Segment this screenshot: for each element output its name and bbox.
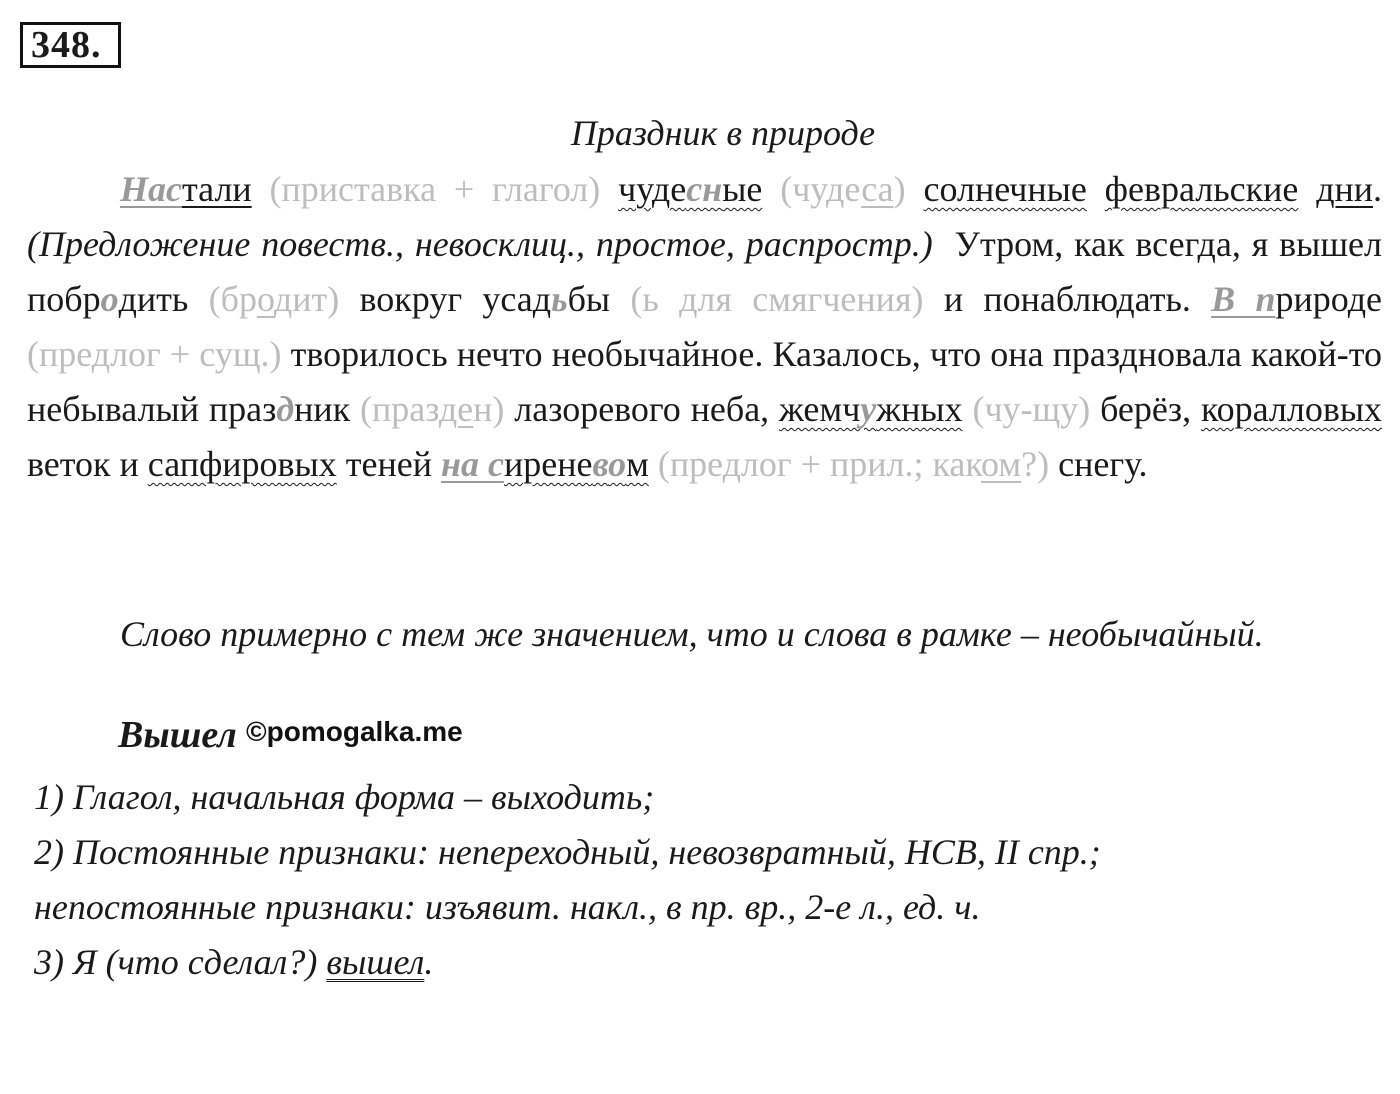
word-zhemchuzhnyh: [779, 389, 963, 429]
word-sirenevom: [504, 444, 649, 484]
word-korallovyh: коралловых: [1200, 389, 1383, 429]
word-chudesnye: [618, 169, 762, 209]
word-part: ые: [722, 169, 763, 209]
hint-chu-shchu: (чу-щу): [972, 389, 1091, 429]
text-fragment: творилось нечто необычайное. Казалось, что она праздновала какой-то небывалый праз: [27, 334, 1383, 429]
hint-predlog-pril: [658, 444, 1049, 484]
letter-u: у: [860, 389, 877, 429]
analysis-line-2: 2) Постоянные признаки: непереходный, невозвратный, НСВ, II спр.;: [34, 832, 1101, 872]
analysis-line-4-end: .: [424, 942, 434, 982]
hint-part: (предлог + прил.; как: [657, 444, 982, 484]
text-fragment: теней: [345, 444, 432, 484]
letters-sn: сн: [686, 169, 723, 209]
hint-predlog-sushch: (предлог + сущ.): [27, 334, 282, 374]
hint-part: (праз: [360, 389, 439, 429]
word-nastali: тали: [181, 169, 252, 209]
synonym-note: [27, 607, 1382, 662]
preposition-na: на с: [440, 444, 504, 484]
text-fragment: снегу.: [1058, 444, 1148, 484]
analysis-line-1: 1) Глагол, начальная форма – выходить;: [34, 777, 655, 817]
preposition-v: В п: [1211, 279, 1276, 319]
word-part: м: [626, 444, 649, 484]
hint-chudesa: [780, 169, 905, 209]
text-fragment: ник: [294, 389, 351, 429]
hint-part: ): [893, 169, 906, 209]
word-part: жемч: [779, 389, 861, 429]
hint-soft-sign: (ь для смягчения): [630, 279, 924, 319]
analysis-line-4-text: 3) Я (что сделал?): [34, 942, 327, 982]
text-fragment: бы: [567, 279, 611, 319]
word-part: ирене: [503, 444, 593, 484]
text-fragment: .: [1373, 169, 1383, 209]
sentence-note: (Предложение повеств., невосклиц., простое, распростр.): [27, 224, 933, 264]
letter-soft-sign: ь: [551, 279, 568, 319]
word-sapfirovyh: сапфировых: [147, 444, 337, 484]
hint-part: (бр: [208, 279, 257, 319]
hint-part: н): [473, 389, 505, 429]
analysis-word: Вышел: [118, 714, 237, 756]
hint-part: о: [256, 279, 274, 319]
hint-part: (чуде: [780, 169, 862, 209]
synonym-note-text: Слово примерно с тем же значением, что и слова в рамке – необычайный.: [120, 614, 1264, 654]
text-title: Праздник в природе: [570, 113, 876, 153]
analysis-line-3: непостоянные признаки: изъявит. накл., в пр. вр., 2-е л., ед. ч.: [34, 887, 981, 927]
word-part: жных: [876, 389, 963, 429]
word-fevralskie: февральские: [1104, 169, 1299, 209]
text-fragment: берёз,: [1100, 389, 1192, 429]
text-fragment: лазоревого неба,: [514, 389, 770, 429]
hint-part: ом: [981, 444, 1022, 484]
text-fragment: веток и: [27, 444, 139, 484]
text-fragment: вокруг усад: [359, 279, 552, 319]
hint-part: де: [438, 389, 474, 429]
hint-part: дит): [273, 279, 340, 319]
morphological-analysis: [34, 770, 1384, 990]
hint-part: са: [861, 169, 894, 209]
predicate-vyshel: вышел: [326, 942, 425, 982]
letter-d: д: [276, 389, 295, 429]
hint-part: ?): [1021, 444, 1050, 484]
exercise-number: 348.: [20, 22, 121, 68]
word-prirode: рироде: [1275, 279, 1383, 319]
letter-o: о: [100, 279, 119, 319]
text-fragment: дить: [118, 279, 189, 319]
letter-o: о: [608, 444, 627, 484]
text-fragment: и понаблюдать.: [943, 279, 1191, 319]
hint-brodit: [209, 279, 340, 319]
prefix-nas: Нас: [120, 169, 182, 209]
watermark: ©pomogalka.me: [246, 716, 463, 747]
exercise-paragraph: [27, 162, 1382, 492]
hint-pristavka: (приставка + глагол): [269, 169, 601, 209]
letter-v: в: [592, 444, 609, 484]
word-part: чуде: [618, 169, 687, 209]
hint-prazden: [360, 389, 504, 429]
word-dni: дни: [1316, 169, 1374, 209]
analysis-line-4: [34, 935, 1384, 990]
word-solnechnye: солнечные: [923, 169, 1087, 209]
text-fragment: Утром, как всегда, я вышел побр: [27, 224, 1382, 319]
